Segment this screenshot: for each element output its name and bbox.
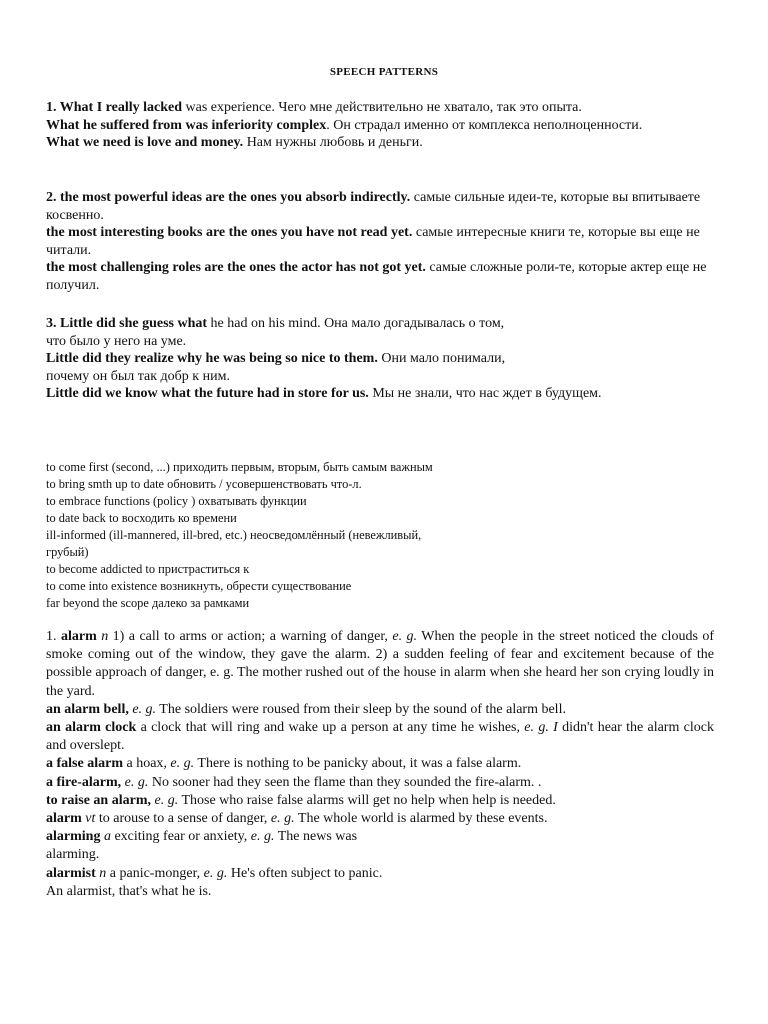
definition: a panic-monger, xyxy=(106,865,204,881)
pattern-line xyxy=(46,259,726,294)
vocab-item: to come into existence возникнуть, обрести существование xyxy=(46,579,352,593)
entry-alarm xyxy=(46,628,714,701)
pattern-translation: he had on his mind. Она мало догадывалась о том, xyxy=(207,316,505,331)
pattern-line xyxy=(46,224,726,259)
entry-false-alarm xyxy=(46,755,714,773)
part-of-speech: n xyxy=(101,629,109,644)
example: The whole world is alarmed by these events. xyxy=(294,811,548,827)
pattern-translation: самые сложные роли-те, которые актер еще не получил. xyxy=(46,260,707,293)
part-of-speech: vt xyxy=(85,811,96,827)
definition: to arouse to a sense of danger, xyxy=(95,811,271,827)
headword: a fire-alarm, xyxy=(46,774,122,790)
example: The news was xyxy=(274,829,358,845)
entry-raise-alarm xyxy=(46,792,714,810)
vocab-item: far beyond the scope далеко за рамками xyxy=(46,596,250,610)
speech-pattern-section-3 xyxy=(46,315,726,403)
entry-alarmist xyxy=(46,865,714,901)
definition: a hoax, xyxy=(122,756,171,772)
entry-alarming xyxy=(46,828,714,864)
example: An alarmist, that's what he is. xyxy=(46,883,212,899)
pattern-translation: почему он был так добр к ним. xyxy=(46,368,230,384)
pattern-line xyxy=(46,189,726,224)
vocab-item: to become addicted to пристраститься к xyxy=(46,562,250,576)
headword: alarm xyxy=(46,811,82,827)
pattern-line xyxy=(46,350,726,385)
page-title: SPEECH PATTERNS xyxy=(329,66,439,78)
headword: alarmist xyxy=(46,865,96,881)
entry-number: 1. xyxy=(46,629,61,644)
example: The soldiers were roused from their sleep by the sound of the alarm bell. xyxy=(156,701,566,717)
headword: to raise an alarm, xyxy=(46,792,151,808)
example-marker: e. g. xyxy=(132,701,157,717)
example-marker: e. g. xyxy=(154,792,179,808)
dictionary-entries xyxy=(46,628,714,901)
definition: When the people in the street noticed the clouds of smoke coming out of the window, they gave the alarm. 2) a sudden feeling of fear and excitement because of the possible approach of danger, e. g. The mother rushed out of the house in alarm when she heard her son crying loudly in the yard. xyxy=(46,629,715,699)
vocab-item: to embrace functions (policy ) охватывать функции xyxy=(46,494,307,508)
pattern-phrase: What he suffered from was inferiority complex xyxy=(46,117,327,133)
pattern-phrase: 2. the most powerful ideas are the ones you absorb indirectly. xyxy=(46,190,411,205)
pattern-line xyxy=(46,385,726,403)
pattern-translation: was experience. Чего мне действительно не хватало, так это опыта. xyxy=(182,100,582,115)
example: alarming. xyxy=(46,847,100,863)
entry-alarm-clock xyxy=(46,719,714,755)
vocab-item: грубый) xyxy=(46,545,89,559)
pattern-phrase: Little did they realize why he was being so nice to them. xyxy=(46,351,378,367)
pattern-line xyxy=(46,134,726,152)
example: Those who raise false alarms will get no help when help is needed. xyxy=(178,792,556,808)
pattern-translation: Нам нужны любовь и деньги. xyxy=(243,135,423,151)
example-marker: e. g. xyxy=(392,629,418,644)
definition: exciting fear or anxiety, xyxy=(110,829,251,845)
pattern-phrase: Little did we know what the future had in store for us. xyxy=(46,386,369,402)
example-marker: e. g. xyxy=(250,829,275,845)
part-of-speech: n xyxy=(99,865,107,881)
pattern-phrase: the most challenging roles are the ones the actor has not got yet. xyxy=(46,260,426,276)
definition: a clock that will ring and wake up a person at any time he wishes, xyxy=(136,720,525,736)
pattern-line xyxy=(46,117,726,135)
example: didn't hear the alarm clock and overslept. xyxy=(46,720,714,754)
pattern-translation: самые сильные идеи-те, которые вы впитываете косвенно. xyxy=(46,190,701,223)
pattern-translation: Мы не знали, что нас ждет в будущем. xyxy=(368,386,602,402)
example-marker: e. g. xyxy=(203,865,228,881)
pattern-line xyxy=(46,315,726,350)
part-of-speech: a xyxy=(103,829,111,845)
pattern-translation: самые интересные книги те, которые вы еще не читали. xyxy=(46,225,700,258)
headword: a false alarm xyxy=(46,756,123,772)
headword: an alarm bell, xyxy=(46,701,129,717)
entry-alarm-vt xyxy=(46,810,714,828)
vocab-item: ill-informed (ill-mannered, ill-bred, etc.) неосведомлённый (невежливый, xyxy=(46,528,422,542)
pattern-phrase: What we need is love and money. xyxy=(46,135,244,151)
example: He's often subject to panic. xyxy=(227,865,383,881)
pattern-translation: . Он страдал именно от комплекса неполноценности. xyxy=(326,117,643,133)
definition: 1) a call to arms or action; a warning of danger, xyxy=(108,629,393,644)
vocab-item: to come first (second, ...) приходить первым, вторым, быть самым важным xyxy=(46,460,433,474)
example: No sooner had they seen the flame than they sounded the fire-alarm. . xyxy=(148,774,542,790)
example-marker: e. g. I xyxy=(524,720,558,736)
headword: alarming xyxy=(46,829,101,845)
pattern-line xyxy=(46,99,726,117)
headword: an alarm clock xyxy=(46,720,137,736)
headword: alarm xyxy=(60,629,97,644)
entry-fire-alarm xyxy=(46,774,714,792)
vocab-item: to date back to восходить ко времени xyxy=(46,511,237,525)
example: There is nothing to be panicky about, it was a false alarm. xyxy=(194,756,522,772)
example-marker: e. g. xyxy=(170,756,195,772)
entry-alarm-bell xyxy=(46,701,714,719)
pattern-phrase: 1. What I really lacked xyxy=(46,100,182,115)
example-marker: e. g. xyxy=(124,774,149,790)
vocabulary-list xyxy=(46,459,726,612)
vocab-item: to bring smth up to date обновить / усовершенствовать что-л. xyxy=(46,477,362,491)
speech-pattern-section-2 xyxy=(46,189,726,295)
example-marker: e. g. xyxy=(270,811,295,827)
pattern-phrase: 3. Little did she guess what xyxy=(46,316,208,331)
pattern-translation: что было у него на уме. xyxy=(46,333,187,349)
speech-pattern-section-1 xyxy=(46,99,726,152)
pattern-translation: Они мало понимали, xyxy=(377,351,506,367)
pattern-phrase: the most interesting books are the ones you have not read yet. xyxy=(46,225,413,241)
